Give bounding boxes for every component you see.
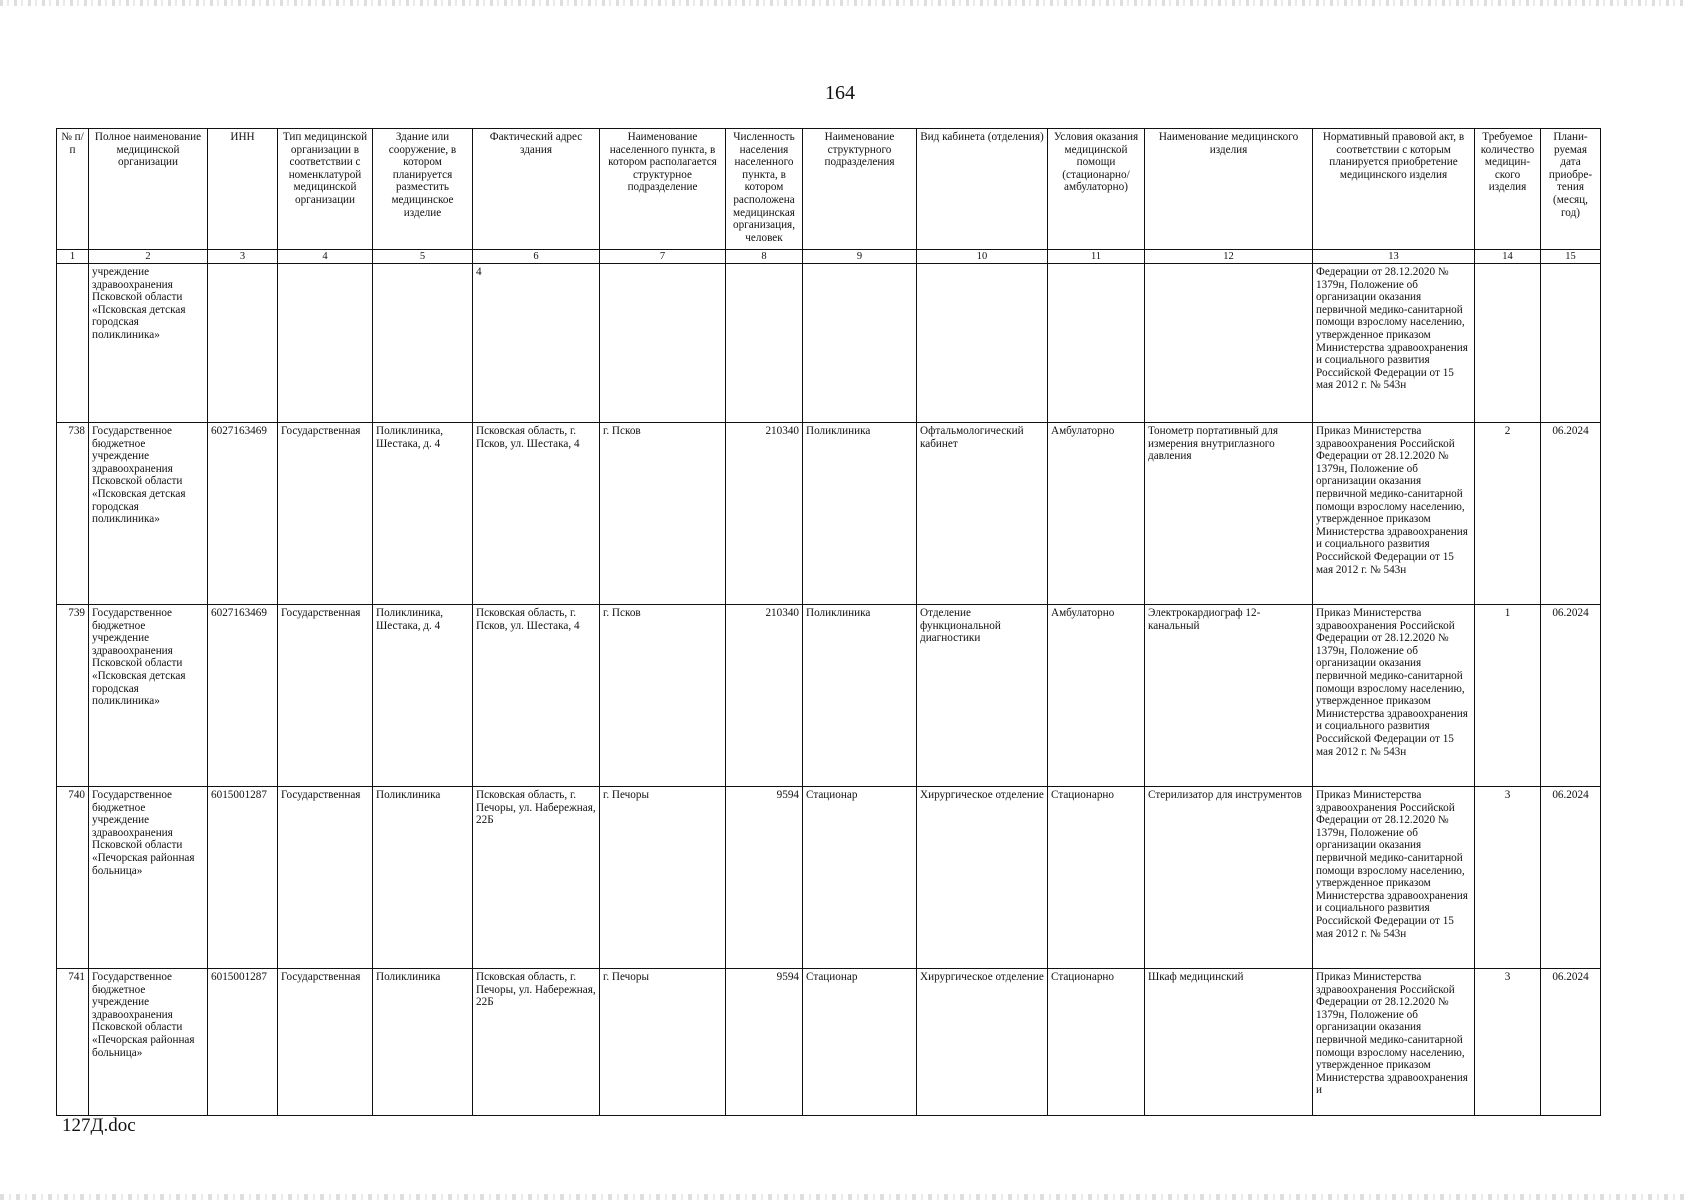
cell-building [373,264,473,423]
cell-settlement [600,264,726,423]
header-address: Фактический адрес здания [473,129,600,250]
cell-org: Государственное бюджетное учреждение здравоохранения Псковской области «Псковская детская городская поликлиника» [89,605,208,787]
column-number: 7 [600,250,726,264]
cell-inn: 6027163469 [208,605,278,787]
cell-act: Приказ Министерства здравоохранения Российской Федерации от 28.12.2020 № 1379н, Положение об организации оказания первичной медико-санитарной помощи взрослому населению, утвержденное приказом Министерства здравоохранения и [1313,969,1475,1116]
header-settlement: Наименование населенного пункта, в котором располагается структурное подразделение [600,129,726,250]
scan-edge-top [0,0,1686,6]
column-number: 6 [473,250,600,264]
table-row [57,423,1601,605]
column-number: 5 [373,250,473,264]
cell-quantity: 1 [1475,605,1541,787]
continuation-row [57,264,1601,423]
cell-population [726,264,803,423]
header-inn: ИНН [208,129,278,250]
column-number-row [57,250,1601,264]
column-number: 4 [278,250,373,264]
cell-date: 06.2024 [1541,423,1601,605]
header-num: № п/п [57,129,89,250]
header-conditions: Условия оказания медицинской помощи (стационарно/ амбулаторно) [1048,129,1145,250]
cell-type: Государственная [278,605,373,787]
header-population: Численность населения населенного пункта, в котором расположена медицинская организация, человек [726,129,803,250]
cell-org: Государственное бюджетное учреждение здравоохранения Псковской области «Печорская районная больница» [89,787,208,969]
cell-act: Приказ Министерства здравоохранения Российской Федерации от 28.12.2020 № 1379н, Положение об организации оказания первичной медико-санитарной помощи взрослому населению, утвержденное приказом Министерства здравоохранения и социального развития Российской Федерации от 15 мая 2012 г. № 543н [1313,423,1475,605]
cell-quantity: 3 [1475,969,1541,1116]
cell-inn: 6015001287 [208,969,278,1116]
column-number: 1 [57,250,89,264]
cell-cabinet: Хирургическое отделение [917,787,1048,969]
cell-device: Шкаф медицинский [1145,969,1313,1116]
footer-filename: 127Д.doc [62,1115,136,1136]
cell-unit: Стационар [803,969,917,1116]
column-number: 2 [89,250,208,264]
cell-type: Государственная [278,423,373,605]
header-row [57,129,1601,250]
cell-num: 738 [57,423,89,605]
header-device: Наименование медицинского изделия [1145,129,1313,250]
cell-building: Поликлиника [373,969,473,1116]
cell-conditions: Амбулаторно [1048,423,1145,605]
cell-settlement: г. Псков [600,605,726,787]
cell-date: 06.2024 [1541,969,1601,1116]
cell-building: Поликлиника, Шестака, д. 4 [373,423,473,605]
cell-quantity [1475,264,1541,423]
cell-act: Приказ Министерства здравоохранения Российской Федерации от 28.12.2020 № 1379н, Положение об организации оказания первичной медико-санитарной помощи взрослому населению, утвержденное приказом Министерства здравоохранения и социального развития Российской Федерации от 15 мая 2012 г. № 543н [1313,605,1475,787]
cell-conditions: Стационарно [1048,787,1145,969]
header-unit: Наименование структурного подразделения [803,129,917,250]
equipment-table [56,128,1601,1116]
cell-date [1541,264,1601,423]
cell-conditions [1048,264,1145,423]
cell-unit: Поликлиника [803,423,917,605]
column-number: 11 [1048,250,1145,264]
cell-device: Электрокардиограф 12-канальный [1145,605,1313,787]
cell-settlement: г. Псков [600,423,726,605]
cell-device [1145,264,1313,423]
cell-quantity: 3 [1475,787,1541,969]
cell-address: Псковская область, г. Печоры, ул. Набережная, 22Б [473,969,600,1116]
cell-inn: 6027163469 [208,423,278,605]
cell-act: Федерации от 28.12.2020 № 1379н, Положение об организации оказания первичной медико-санитарной помощи взрослому населению, утвержденное приказом Министерства здравоохранения и социального развития Российской Федерации от 15 мая 2012 г. № 543н [1313,264,1475,423]
cell-num: 739 [57,605,89,787]
column-number: 15 [1541,250,1601,264]
cell-org: учреждение здравоохранения Псковской области «Псковская детская городская поликлиника» [89,264,208,423]
scan-edge-bottom [0,1194,1686,1200]
cell-population: 9594 [726,787,803,969]
cell-device: Стерилизатор для инструментов [1145,787,1313,969]
cell-population: 9594 [726,969,803,1116]
header-quantity: Требуемое количество медицин-ского изделия [1475,129,1541,250]
column-number: 13 [1313,250,1475,264]
cell-date: 06.2024 [1541,605,1601,787]
header-org: Полное наименование медицинской организации [89,129,208,250]
cell-settlement: г. Печоры [600,969,726,1116]
cell-unit: Поликлиника [803,605,917,787]
cell-building: Поликлиника [373,787,473,969]
header-act: Нормативный правовой акт, в соответствии с которым планируется приобретение медицинского изделия [1313,129,1475,250]
cell-type: Государственная [278,787,373,969]
cell-address: Псковская область, г. Псков, ул. Шестака, 4 [473,605,600,787]
cell-org: Государственное бюджетное учреждение здравоохранения Псковской области «Печорская районная больница» [89,969,208,1116]
cell-unit: Стационар [803,787,917,969]
cell-address: 4 [473,264,600,423]
cell-date: 06.2024 [1541,787,1601,969]
cell-num [57,264,89,423]
header-cabinet: Вид кабинета (отделения) [917,129,1048,250]
cell-num: 740 [57,787,89,969]
cell-cabinet: Хирургическое отделение [917,969,1048,1116]
column-number: 8 [726,250,803,264]
cell-inn: 6015001287 [208,787,278,969]
cell-act: Приказ Министерства здравоохранения Российской Федерации от 28.12.2020 № 1379н, Положение об организации оказания первичной медико-санитарной помощи взрослому населению, утвержденное приказом Министерства здравоохранения и социального развития Российской Федерации от 15 мая 2012 г. № 543н [1313,787,1475,969]
header-building: Здание или сооружение, в котором планируется разместить медицинское изделие [373,129,473,250]
header-date: Плани-руемая дата приобре-тения (месяц, год) [1541,129,1601,250]
table-row [57,605,1601,787]
cell-org: Государственное бюджетное учреждение здравоохранения Псковской области «Псковская детская городская поликлиника» [89,423,208,605]
table-row [57,969,1601,1116]
cell-address: Псковская область, г. Печоры, ул. Набережная, 22Б [473,787,600,969]
page-number: 164 [825,82,855,104]
cell-unit [803,264,917,423]
cell-type: Государственная [278,969,373,1116]
column-number: 10 [917,250,1048,264]
header-type: Тип медицинской организации в соответствии с номенклатурой медицинской организации [278,129,373,250]
cell-address: Псковская область, г. Псков, ул. Шестака, 4 [473,423,600,605]
cell-conditions: Стационарно [1048,969,1145,1116]
cell-inn [208,264,278,423]
column-number: 3 [208,250,278,264]
cell-building: Поликлиника, Шестака, д. 4 [373,605,473,787]
cell-cabinet: Отделение функциональной диагностики [917,605,1048,787]
cell-population: 210340 [726,423,803,605]
cell-settlement: г. Печоры [600,787,726,969]
cell-num: 741 [57,969,89,1116]
column-number: 14 [1475,250,1541,264]
cell-conditions: Амбулаторно [1048,605,1145,787]
cell-cabinet [917,264,1048,423]
column-number: 9 [803,250,917,264]
column-number: 12 [1145,250,1313,264]
cell-population: 210340 [726,605,803,787]
cell-type [278,264,373,423]
cell-device: Тонометр портативный для измерения внутриглазного давления [1145,423,1313,605]
table-row [57,787,1601,969]
cell-quantity: 2 [1475,423,1541,605]
cell-cabinet: Офтальмологический кабинет [917,423,1048,605]
